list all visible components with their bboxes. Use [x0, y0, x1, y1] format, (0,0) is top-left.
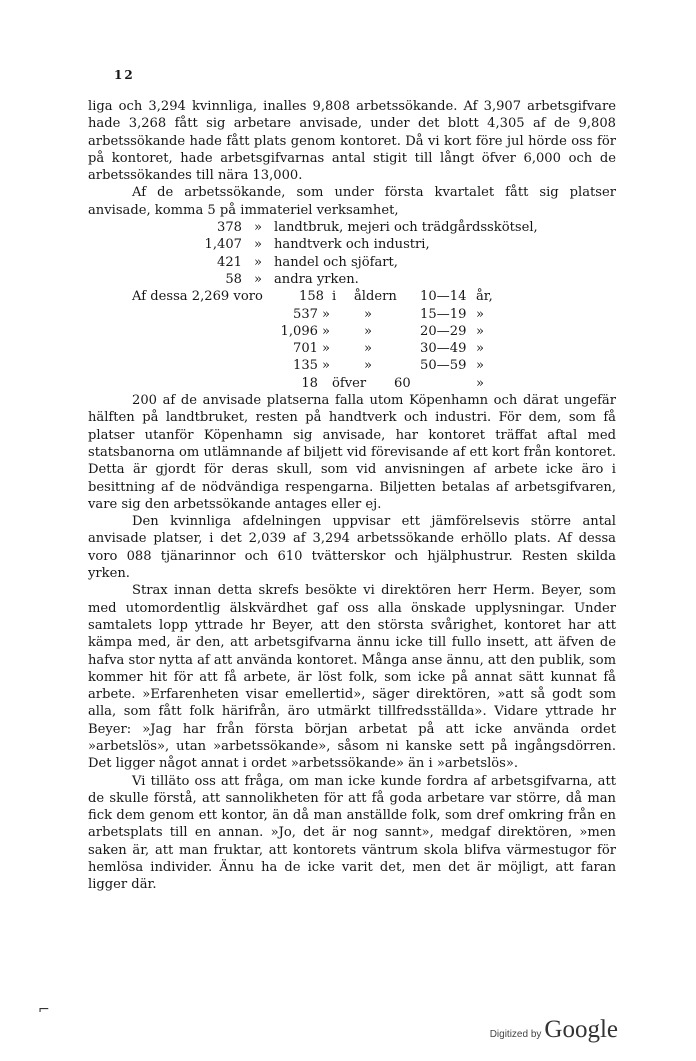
digitized-by-label: Digitized by	[489, 1029, 542, 1040]
occupation-row	[88, 271, 616, 288]
occupation-row	[88, 236, 616, 253]
count: 537	[293, 306, 318, 322]
count: 701	[293, 341, 318, 357]
count: 1,096	[280, 323, 318, 339]
age-intro: Af dessa 2,269 voro	[132, 289, 263, 305]
margin-mark: ⌐	[38, 1002, 50, 1018]
age-word: öfver	[332, 375, 367, 391]
count: 421	[217, 254, 242, 270]
age-row	[88, 340, 616, 357]
age-range: 60	[394, 375, 411, 391]
age-word: i	[332, 289, 337, 305]
occupation: handel och sjöfart,	[274, 254, 398, 270]
age-range: 10—14	[420, 289, 467, 305]
ditto-mark: »	[476, 358, 485, 374]
ditto-mark: »	[476, 323, 485, 339]
page-body	[88, 98, 616, 894]
paragraph: Vi tilläto oss att fråga, om man icke kunde fordra af arbetsgifvarna, att de skulle förstå, att sannolikheten för att få goda arbetare var större, då man fick dem genom ett kontor, än då man anställde folk, som dref omkring från en arbetsplats till en annan. »Jo, det är nog sannt», medgaf direktören, »men saken är, att man fruktar, att kontorets väntrum skola blifva värmestugor för hemlösa individer. Ännu ha de icke varit det, men det är möjligt, att faran ligger där.	[88, 773, 616, 893]
ditto-mark: »	[364, 341, 373, 357]
count: 1,407	[204, 237, 242, 253]
ditto-mark: »	[476, 375, 485, 391]
age-row	[88, 357, 616, 374]
count: 378	[217, 220, 242, 236]
paragraph: Af de arbetssökande, som under första kvartalet fått sig platser anvisade, komma 5 på immateriel verksamhet,	[88, 185, 616, 218]
age-row	[88, 288, 616, 305]
age-unit: år,	[476, 289, 493, 305]
occupation: handtverk och industri,	[274, 237, 430, 253]
age-row	[88, 375, 616, 392]
ditto-mark: »	[476, 306, 485, 322]
ditto-mark: »	[322, 358, 331, 374]
count: 58	[225, 271, 242, 287]
ditto-mark: »	[254, 271, 263, 287]
ditto-mark: »	[254, 254, 263, 270]
occupation-table	[88, 219, 616, 288]
count: 135	[293, 358, 318, 374]
age-row	[88, 323, 616, 340]
paragraph: 200 af de anvisade platserna falla utom Köpenhamn och därat ungefär hälften på landtbruket, resten på handtverk och industri. För dem, som få platser utanför Köpenhamn sig anvisade, har kontoret träffat aftal med statsbanorna om utlämnande af biljett vid förevisande af ett kort från kontoret. Detta är gjordt för deras skull, som vid anvisningen af arbete icke äro i besittning af de nödvändiga respengarna. Biljetten betalas af arbetsgifvaren, vare sig den arbetssökande antages eller ej.	[88, 393, 616, 512]
ditto-mark: »	[364, 323, 373, 339]
occupation-row	[88, 254, 616, 271]
ditto-mark: »	[254, 237, 263, 253]
age-table	[88, 288, 616, 392]
occupation-row	[88, 219, 616, 236]
ditto-mark: »	[364, 358, 373, 374]
ditto-mark: »	[254, 220, 263, 236]
ditto-mark: »	[322, 341, 331, 357]
ditto-mark: »	[476, 341, 485, 357]
occupation: andra yrken.	[274, 271, 359, 287]
age-range: 50—59	[420, 358, 467, 374]
age-range: 30—49	[420, 341, 467, 357]
ditto-mark: »	[322, 323, 331, 339]
google-logo: Google	[544, 1016, 618, 1043]
age-word: åldern	[354, 289, 397, 305]
ditto-mark: »	[364, 306, 373, 322]
age-row	[88, 306, 616, 323]
age-range: 20—29	[420, 323, 467, 339]
occupation: landtbruk, mejeri och trädgårdsskötsel,	[274, 220, 538, 236]
page-number: 12	[114, 68, 135, 82]
google-watermark	[490, 1016, 618, 1044]
paragraph: Den kvinnliga afdelningen uppvisar ett jämförelsevis större antal anvisade platser, i det 2,039 af 3,294 arbetssökande erhöllo plats. Af dessa voro 088 tjänarinnor och 610 tvätterskor och hjälphustrur. Resten skilda yrken.	[88, 514, 616, 582]
paragraph: Strax innan detta skrefs besökte vi direktören herr Herm. Beyer, som med utomordentlig älskvärdhet gaf oss alla önskade upplysningar. Under samtalets lopp yttrade hr Beyer, att den största svårighet, kontoret har att kämpa med, är den, att arbetsgifvarna ännu icke till fullo insett, att äfven de hafva stor nytta af att använda kontoret. Många anse ännu, att den publik, som kommer hit för att få arbete, är löst folk, som icke på annat sätt kunnat få arbete. »Erfarenheten visar emellertid», säger direktören, »att så godt som alla, som fått folk härifrån, äro utmärkt tillfredsställda». Vidare yttrade hr Beyer: »Jag har från första början arbetat på att icke använda ordet »arbetslös», utan »arbetssökande», såsom ni kanske sett på ingångsdörren. Det ligger något annat i ordet »arbetssökande» än i »arbetslös».	[88, 583, 616, 772]
count: 158	[299, 289, 324, 305]
paragraph: liga och 3,294 kvinnliga, inalles 9,808 arbetssökande. Af 3,907 arbetsgifvare hade 3,268 fått sig arbetare anvisade, under det blott 4,305 af de 9,808 arbetssökande hade fått plats genom kontoret. Då vi kort före jul hörde oss för på kontoret, hade arbetsgifvarnas antal stigit till långt öfver 6,000 och de arbetssökandes till nära 13,000.	[88, 99, 616, 184]
ditto-mark: »	[322, 306, 331, 322]
count: 18	[301, 375, 318, 391]
age-range: 15—19	[420, 306, 467, 322]
